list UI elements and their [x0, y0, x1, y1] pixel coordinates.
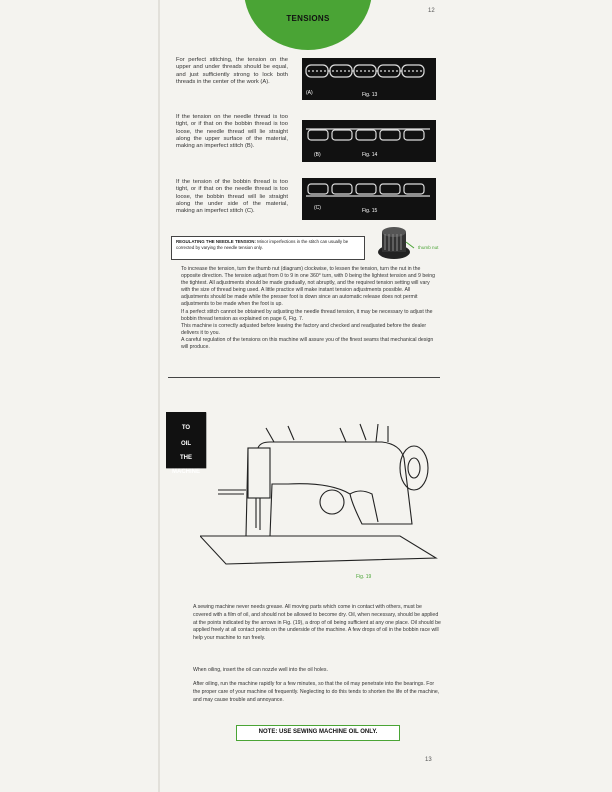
- figure-15-label: Fig. 15: [362, 208, 378, 214]
- figure-14-stitch-b: [302, 120, 436, 162]
- thumb-nut-label: thumb nut: [418, 245, 439, 250]
- tension-para-a: For perfect stitching, the tension on the upper and under threads should be equal, and just sufficiently strong to lock both threads in the center of the work (A).: [176, 57, 288, 85]
- oil-para-3: After oiling, run the machine rapidly for a few minutes, so that the oil may penetrate into the bearings. For the proper care of your machine oil frequently. Neglecting to do this tends to shorten the life of the machine, and may cause trouble and annoyance.: [193, 681, 440, 703]
- page-title: TENSIONS: [286, 14, 330, 23]
- oil-title-word-4: MACHINE: [172, 469, 200, 475]
- figure-13-label: Fig. 13: [362, 92, 378, 98]
- figure-13-letter: (A): [306, 90, 313, 96]
- page-fold-line: [158, 0, 160, 792]
- thumb-nut-icon: [372, 222, 416, 262]
- tension-para-b: If the tension on the needle thread is too tight, or if that on the bobbin thread is too loose, the needle thread will lie straight along the upper surface of the material, making an imperfect stitch (B).: [176, 114, 288, 150]
- callout-heading: REGULATING THE NEEDLE TENSION:: [176, 239, 256, 244]
- tension-instructions-p2: If a perfect stitch cannot be obtained by adjusting the needle thread tension, it may be necessary to adjust the bobbin thread tension as explained on page 6, Fig. 7.: [181, 308, 433, 322]
- oil-para-2: When oiling, insert the oil can nozzle well into the oil holes.: [193, 667, 328, 673]
- oil-note-box: NOTE: USE SEWING MACHINE OIL ONLY.: [236, 725, 400, 741]
- figure-19-label: Fig. 19: [356, 574, 372, 580]
- tension-para-c: If the tension of the bobbin thread is too tight, or if that on the needle thread is too loose, the bobbin thread will lie straight along the under side of the material, making an imperfect stitch (C).: [176, 179, 288, 215]
- figure-14-letter: (B): [314, 152, 321, 158]
- figure-15-stitch-c: [302, 178, 436, 220]
- tension-instructions: [181, 266, 437, 351]
- oil-title-word-2: OIL: [181, 441, 191, 447]
- header-green-tab: [244, 0, 372, 50]
- section-divider: [168, 377, 440, 378]
- figure-15-letter: (C): [314, 205, 321, 211]
- needle-tension-callout: [171, 236, 365, 260]
- oil-para-1: A sewing machine never needs grease. All moving parts which come in contact with others, must be covered with a film of oil, and should not be allowed to become dry. Oil, when necessary, should be applied at the points indicated by the arrows in Fig. (19), a drop of oil being sufficient at any one place. Oil should be applied freely at all contact points on the underside of the machine. A few drops of oil in the bobbin race will help your machine to run freely.: [193, 604, 441, 642]
- tension-instructions-p1: To increase the tension, turn the thumb nut (diagram) clockwise, to lessen the tension, turn the nut in the opposite direction. The tension adjust from 0 to 9 in one 360° turn, with 0 being the lightest tension and 9 being the tightest. All adjustments should be made gradually, not abruptly, and the required tension setting will vary with the size of thread being used. A little practice will make instant tension adjustments possible. All adjustments should be made while the presser foot is down since an automatic release does not permit adjustments to be made when the foot is up.: [181, 266, 436, 308]
- page-number-top: 12: [428, 8, 435, 14]
- tension-instructions-p4: A careful regulation of the tensions on this machine will assure you of the finest seams that mechanical design will produce.: [181, 336, 434, 351]
- page-number-bottom: 13: [425, 757, 432, 763]
- tension-instructions-p3: This machine is correctly adjusted before leaving the factory and checked and readjusted before the dealer delivers it to you.: [181, 322, 427, 336]
- figure-13-stitch-a: [302, 58, 436, 100]
- oil-title-word-1: TO: [181, 425, 191, 431]
- oil-title-word-3: THE: [180, 455, 192, 461]
- figure-14-label: Fig. 14: [362, 152, 378, 158]
- sewing-machine-illustration: [200, 418, 446, 578]
- callout-text: Minor imperfections in the stitch can usually be corrected by varying the needle tension only.: [176, 239, 349, 251]
